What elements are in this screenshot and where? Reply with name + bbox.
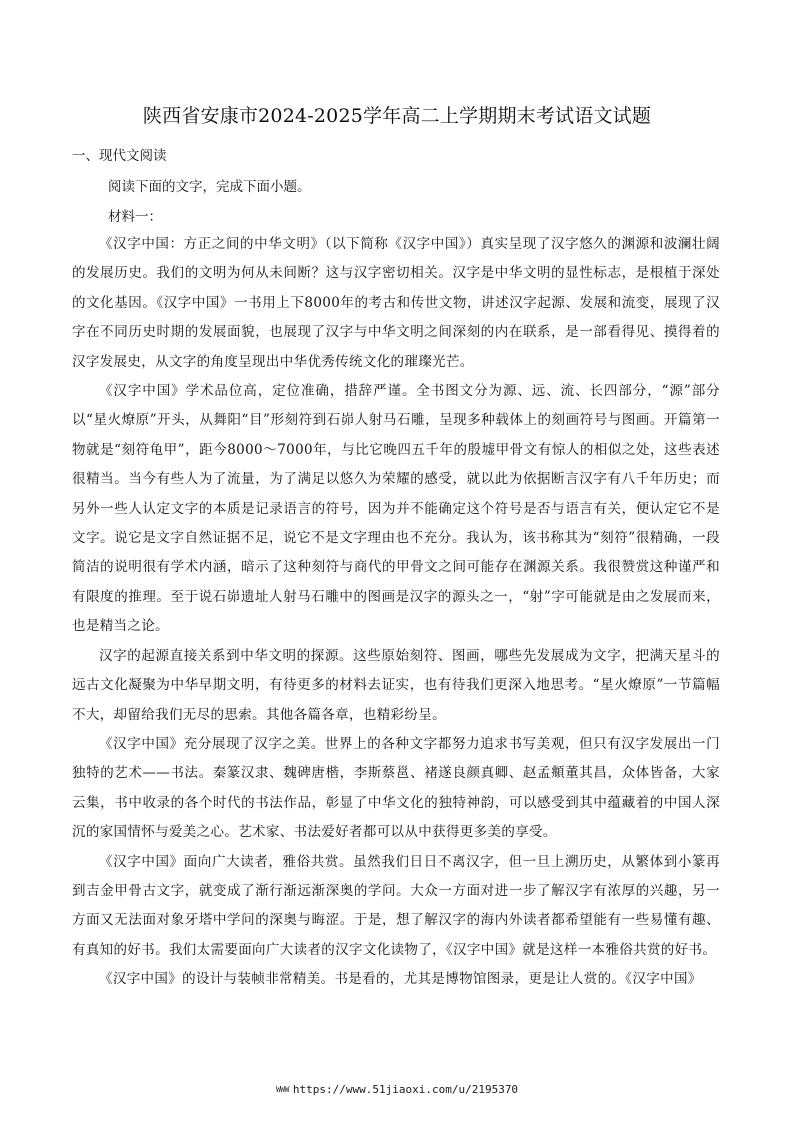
material-label: 材料一： — [108, 209, 162, 225]
site-logo-icon: WWW — [275, 1085, 289, 1094]
page-title: 陕西省安康市2024-2025学年高二上学期期末考试语文试题 — [142, 105, 652, 127]
reading-instruction: 阅读下面的文字，完成下面小题。 — [108, 179, 311, 195]
paragraph: 《汉字中国》面向广大读者，雅俗共赏。虽然我们日日不离汉字，但一旦上溯历史，从繁体到小篆再到吉金甲骨古文字，就变成了渐行渐远渐深奥的学问。大众一方面对进一步了解汉字有浓厚的兴趣，另一方面又无法面对象牙塔中学问的深奥与晦涩。于是，想了解汉字的海内外读者都希望能有一些易懂有趣、有真知的好书。我们太需要面向广大读者的汉字文化读物了，《汉字中国》就是这样一本雅俗共赏的好书。 — [72, 853, 720, 958]
article-body — [72, 230, 720, 995]
paragraph: 《汉字中国》充分展现了汉字之美。世界上的各种文字都努力追求书写美观，但只有汉字发展出一门独特的艺术——书法。秦篆汉隶、魏碑唐楷，李斯蔡邕、褚遂良颜真卿、赵孟頫董其昌，众体皆备，大家云集，书中收录的各个时代的书法作品，彰显了中华文化的独特神韵，可以感受到其中蕴藏着的中国人深沉的家国情怀与爱美之心。艺术家、书法爱好者都可以从中获得更多美的享受。 — [72, 735, 720, 841]
paragraph: 汉字的起源直接关系到中华文明的探源。这些原始刻符、图画，哪些先发展成为文字，把满天星斗的远古文化凝聚为中华早期文明，有待更多的材料去证实，也有待我们更深入地思考。“星火燎原”一节篇幅不大，却留给我们无尽的思索。其他各篇各章，也精彩纷呈。 — [72, 647, 720, 723]
paragraph: 《汉字中国：方正之间的中华文明》（以下简称《汉字中国》）真实呈现了汉字悠久的渊源和波澜壮阔的发展历史。我们的文明为何从未间断？这与汉字密切相关。汉字是中华文明的显性标志，是根植于深处的文化基因。《汉字中国》一书用上下8000年的考古和传世文物，讲述汉字起源、发展和流变，展现了汉字在不同历史时期的发展面貌，也展现了汉字与中华文明之间深刻的内在联系，是一部看得见、摸得着的汉字发展史，从文字的角度呈现出中华优秀传统文化的璀璨光芒。 — [72, 236, 720, 370]
paragraph: 《汉字中国》学术品位高，定位准确，措辞严谨。全书图文分为源、远、流、长四部分，“源”部分以“星火燎原”开头，从舞阳“目”形刻符到石峁人射马石雕，呈现多种载体上的刻画符号与图画。开篇第一物就是“刻符龟甲”，距今8000～7000年，与比它晚四五千年的殷墟甲骨文有惊人的相似之处，这些表述很精当。当今有些人为了流量，为了满足以悠久为荣耀的感受，就以此为依据断言汉字有八千年历史；而另外一些人认定文字的本质是记录语言的符号，因为并不能确定这个符号是否与语言有关，便认定它不是文字。说它是文字自然证据不足，说它不是文字理由也不充分。我认为，该书称其为“刻符”很精确，一段简洁的说明很有学术内涵，暗示了这种刻符与商代的甲骨文之间可能存在渊源关系。我很赞赏这种谨严和有限度的推理。至于说石峁遗址人射马石雕中的图画是汉字的源头之一，“射”字可能就是由之发展而来，也是精当之论。 — [72, 383, 720, 635]
footer — [0, 1082, 794, 1098]
paragraph: 《汉字中国》的设计与装帧非常精美。书是看的，尤其是博物馆图录，更是让人赏的。《汉字中国》 — [99, 971, 702, 988]
footer-url-link[interactable]: https://www.51jiaoxi.com/u/2195370 — [292, 1083, 519, 1096]
section-heading: 一、现代文阅读 — [72, 148, 167, 164]
